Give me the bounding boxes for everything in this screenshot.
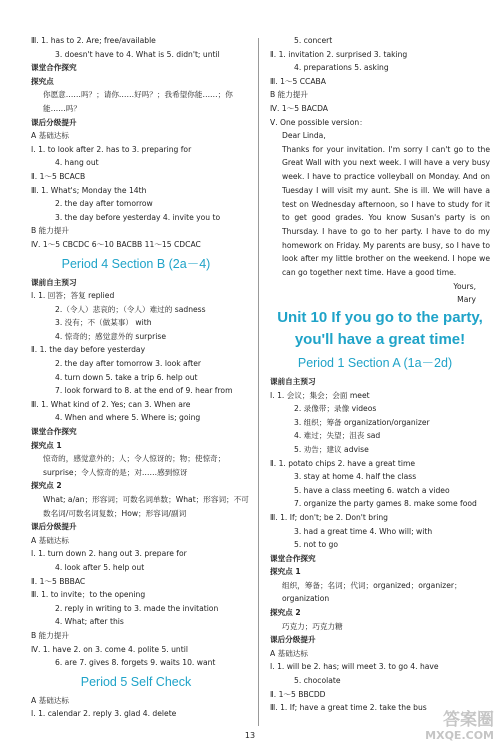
right-line: Ⅲ. 1. If; don't; be 2. Don't bring [270, 512, 388, 522]
left-column [31, 34, 251, 721]
right-line: 4. preparations 5. asking [294, 63, 389, 73]
right-line: B 能力提升 [270, 90, 308, 100]
right-line: 5. not to go [294, 540, 339, 550]
right-line: Ⅱ. 1. potato chips 2. have a great time [270, 458, 416, 468]
left-line: 3. 没有；不（做某事） with [55, 318, 152, 328]
right-line: 课堂合作探究 [270, 553, 316, 563]
right-line: Ⅳ. 1～5 BACDA [270, 103, 328, 113]
left-line: 4. What; after this [55, 617, 124, 627]
page-number: 13 [244, 731, 256, 740]
left-line: 4. look after 5. help out [55, 562, 145, 572]
left-line: 2. reply in writing to 3. made the invitation [55, 603, 219, 613]
left-line: Ⅰ. 1. to look after 2. has to 3. preparing for [31, 144, 192, 154]
left-line: Ⅰ. 1. calendar 2. reply 3. glad 4. delete [31, 709, 177, 719]
left-line: 课后分级提升 [31, 522, 77, 532]
right-line: 5. 劝告；建议 advise [294, 444, 369, 454]
left-line: Period 5 Self Check [80, 674, 192, 689]
left-line: 探究点 1 [31, 440, 62, 450]
left-line: 你愿意……吗？；请你……好吗？；我希望你能……；你能……吗？ [43, 90, 233, 113]
right-line: Ⅰ. 1. will be 2. has; will meet 3. to go 4. have [270, 662, 439, 672]
left-line: 4. hang out [55, 158, 99, 168]
right-line: 探究点 1 [270, 567, 301, 577]
left-line: Ⅱ. 1～5 BCACB [31, 171, 86, 181]
right-line: Thanks for your invitation. I'm sorry I can't go to the Great Wall with you next week. I will have a very busy week. I have to practice volleyball on Monday. And on Tuesday I will visit my aunt. She is ill. We will have a test on Wednesday afternoon, so I have to study for it to get good grades. You know Susan's party is on Thursday. I have to go to her party. I have to do my homework on Friday. My parents are busy, so I have to look after my little brother on the weekend. I hope we can go together next time. Have a good time. [282, 144, 490, 278]
left-line: Ⅲ. 1. has to 2. Are; free/available [31, 36, 156, 45]
watermark-logo: 答案圈 MXQE.COM [425, 710, 494, 742]
left-line: 探究点 [31, 76, 54, 86]
left-line: Ⅱ. 1～5 BBBAC [31, 576, 86, 586]
left-line: 3. the day before yesterday 4. invite you to [55, 212, 221, 222]
left-line: 2. the day after tomorrow [55, 199, 153, 209]
right-line: Dear Linda, [282, 131, 326, 141]
left-line: 3. doesn't have to 4. What is 5. didn't; until [55, 49, 220, 59]
left-line: 课堂合作探究 [31, 63, 77, 73]
left-line: 课堂合作探究 [31, 427, 77, 437]
left-line: 7. look forward to 8. at the end of 9. hear from [55, 386, 233, 396]
left-line: Period 4 Section B (2a－4) [61, 256, 211, 271]
left-line: 2.（令人）悲哀的；（令人）难过的 sadness [55, 304, 206, 314]
right-line: Ⅲ. 1. If; have a great time 2. take the bus [270, 703, 427, 713]
left-line: Ⅲ. 1. What's; Monday the 14th [31, 185, 147, 195]
right-line: 5. concert [294, 36, 333, 45]
right-line: Period 1 Section A (1a－2d) [297, 355, 453, 370]
left-line: 探究点 2 [31, 481, 62, 491]
right-line: Ⅱ. 1. invitation 2. surprised 3. taking [270, 49, 408, 59]
right-line: 课后分级提升 [270, 635, 316, 645]
right-line: Ⅲ. 1～5 CCABA [270, 76, 326, 86]
right-line: Ⅰ. 1. 会议；集会；会面 meet [270, 390, 370, 400]
left-line: Ⅱ. 1. the day before yesterday [31, 345, 146, 355]
left-line: Ⅳ. 1. have 2. on 3. come 4. polite 5. until [31, 644, 188, 654]
left-line: B 能力提升 [31, 226, 69, 236]
right-line: 3. 组织；筹备 organization/organizer [294, 417, 430, 427]
left-line: 课后分级提升 [31, 117, 77, 127]
right-line: Ⅴ. One possible version： [270, 117, 367, 127]
left-line: 4. 惊奇的；感觉意外的 surprise [55, 331, 166, 341]
left-line: 6. are 7. gives 8. forgets 9. waits 10. want [55, 658, 216, 668]
left-line: A 基础达标 [31, 695, 69, 705]
right-line: 课前自主预习 [270, 376, 316, 386]
left-line: 4. When and where 5. Where is; going [55, 413, 201, 423]
left-line: 惊奇的，感觉意外的；人；令人惊讶的；物；使惊奇；surprise；令人惊奇的是；对……感到惊讶 [43, 454, 226, 477]
left-line: 4. turn down 5. take a trip 6. help out [55, 372, 198, 382]
right-line: 5. chocolate [294, 676, 341, 686]
left-line: A 基础达标 [31, 535, 69, 545]
left-line: 课前自主预习 [31, 277, 77, 287]
right-line: 探究点 2 [270, 608, 301, 618]
left-line: Ⅳ. 1～5 CBCDC 6～10 BACBB 11～15 CDCAC [31, 239, 201, 249]
left-line: 2. the day after tomorrow 3. look after [55, 359, 202, 369]
right-line: Yours, [453, 281, 476, 291]
left-line: Ⅰ. 1. turn down 2. hang out 3. prepare for [31, 549, 187, 559]
right-column [270, 34, 490, 715]
right-line: 5. have a class meeting 6. watch a video [294, 485, 450, 495]
left-line: B 能力提升 [31, 630, 69, 640]
left-line: A 基础达标 [31, 131, 69, 141]
right-line: 3. had a great time 4. Who will; with [294, 526, 433, 536]
left-line: Ⅰ. 1. 回答；答复 replied [31, 291, 115, 301]
left-line: Ⅲ. 1. to invite；to the opening [31, 590, 146, 600]
right-line: A 基础达标 [270, 648, 308, 658]
left-line: What; a/an；形容词；可数名词单数；What；形容词；不可数名词/可数名词复数；How；形容词/副词 [43, 495, 249, 518]
right-line: 3. stay at home 4. half the class [294, 472, 417, 482]
right-line: Ⅱ. 1～5 BBCDD [270, 689, 326, 699]
right-line: 7. organize the party games 8. make some food [294, 499, 477, 509]
right-line: 巧克力；巧克力糖 [282, 621, 343, 631]
right-line: Mary [457, 295, 476, 305]
column-divider [258, 38, 259, 726]
right-line: 组织，筹备；名词；代词；organized；organizer；organization [282, 580, 462, 604]
left-line: Ⅲ. 1. What kind of 2. Yes; can 3. When are [31, 399, 191, 409]
right-line: Unit 10 If you go to the party, [277, 308, 483, 326]
right-line: 2. 录像带；录像 videos [294, 404, 377, 414]
right-line: 4. 难过；失望；沮丧 sad [294, 431, 381, 441]
right-line: you'll have a great time! [294, 330, 466, 348]
